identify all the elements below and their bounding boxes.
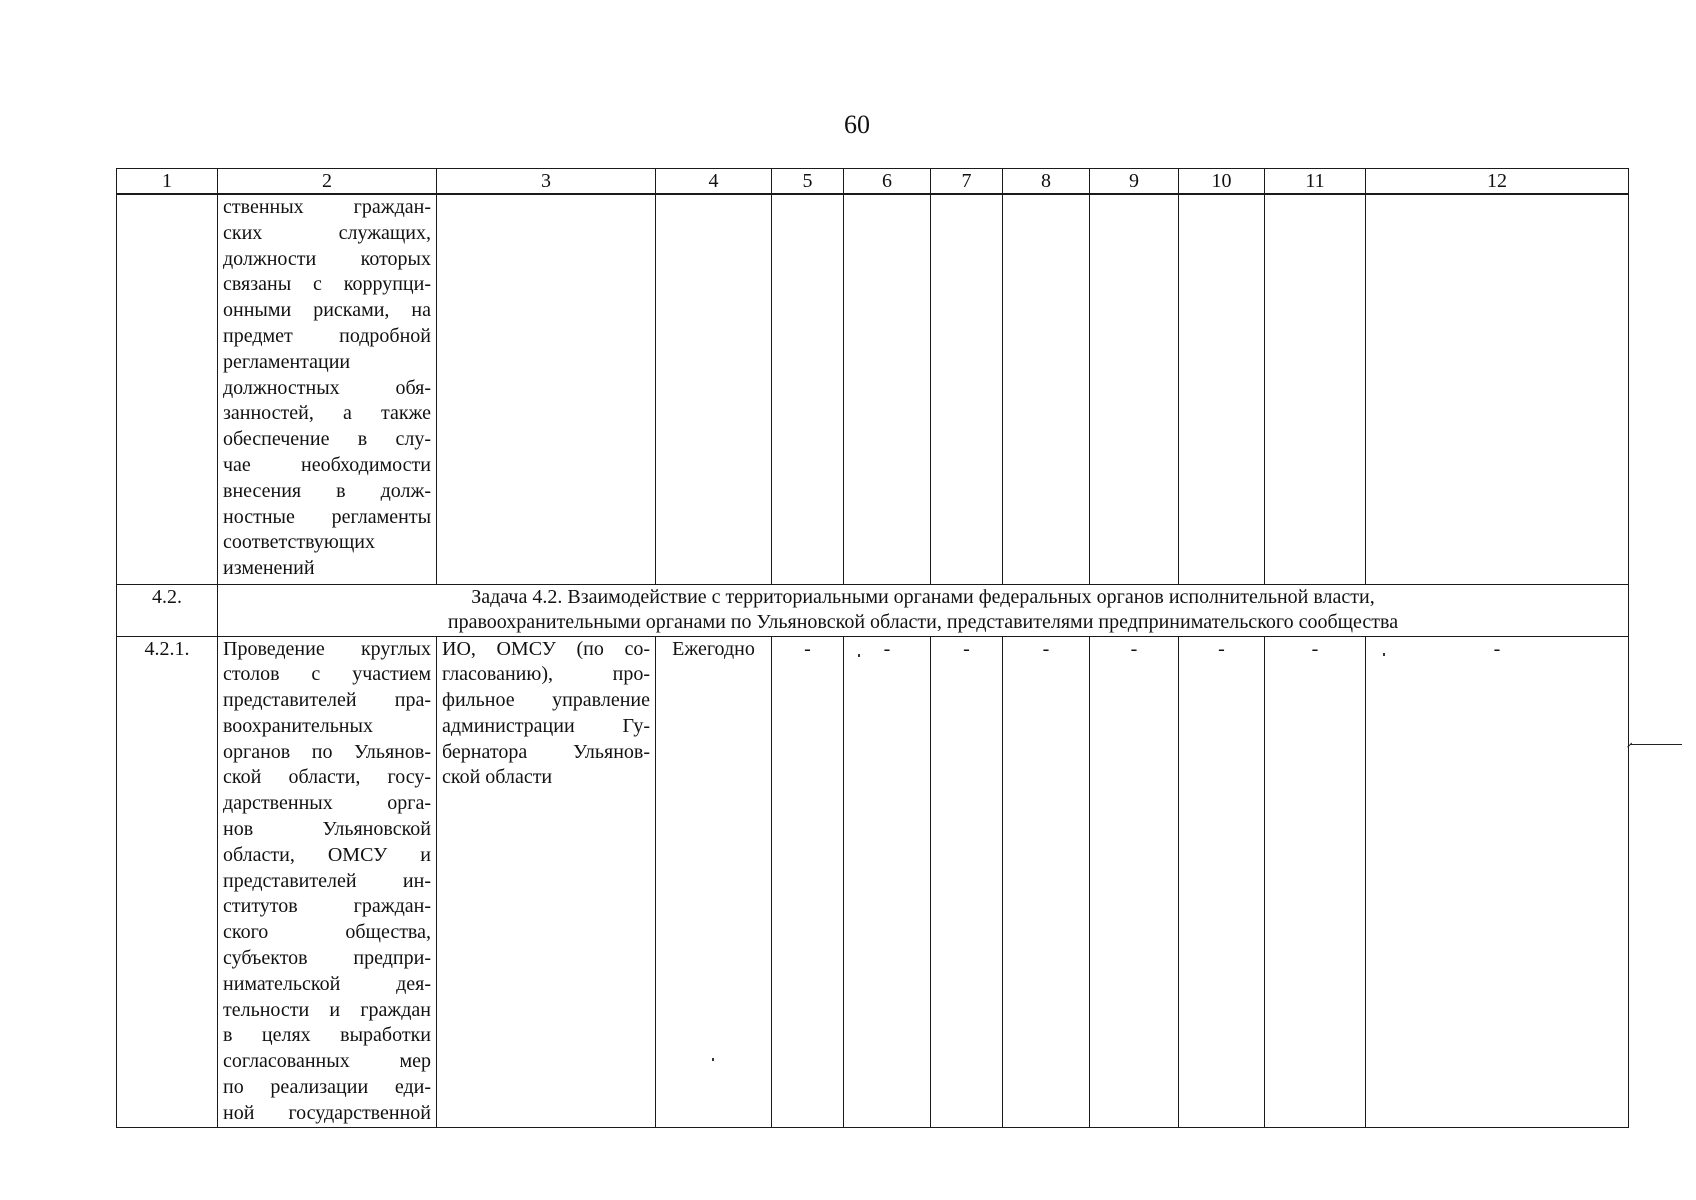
- continuation-cell-3: [437, 194, 656, 584]
- measure-row-4-2-1: [117, 636, 1629, 1127]
- scan-speck: [1383, 653, 1385, 656]
- description-line: столов с участием: [223, 663, 431, 686]
- continuation-cell-9: [1090, 194, 1179, 584]
- column-number-header-row: [117, 169, 1629, 195]
- description-line: должности которых: [223, 247, 431, 270]
- header-cell-2: 2: [218, 169, 437, 195]
- executors-line: ИО, ОМСУ (по со-: [442, 637, 650, 660]
- header-cell-5: 5: [772, 169, 844, 195]
- description-line: области, ОМСУ и: [223, 843, 431, 866]
- measure-cell-8: -: [1003, 636, 1090, 1127]
- description-line: тельности и граждан: [223, 998, 431, 1021]
- description-line: внесения в долж-: [223, 479, 431, 502]
- continuation-description-cell: [218, 194, 437, 584]
- description-line: воохранительных: [223, 714, 373, 737]
- executors-line: гласованию), про-: [442, 663, 650, 686]
- description-line: предмет подробной: [223, 324, 431, 347]
- scan-speck: [858, 654, 860, 657]
- margin-line-mark: [1630, 744, 1682, 745]
- measure-term-cell: Ежегодно: [656, 636, 772, 1127]
- measure-cell-9: -: [1090, 636, 1179, 1127]
- description-line: регламентации: [223, 350, 351, 373]
- header-cell-7: 7: [931, 169, 1003, 195]
- header-cell-8: 8: [1003, 169, 1090, 195]
- executors-line: администрации Гу-: [442, 714, 650, 737]
- page-number: 60: [844, 110, 870, 139]
- description-line: в целях выработки: [223, 1024, 431, 1047]
- description-line: представителей ин-: [223, 869, 431, 892]
- description-line: представителей пра-: [223, 689, 431, 712]
- header-cell-9: 9: [1090, 169, 1179, 195]
- description-line: согласованных мер: [223, 1050, 431, 1073]
- description-line: чае необходимости: [223, 453, 431, 476]
- description-line: связаны с коррупци-: [223, 273, 431, 296]
- task-title-line-1: Задача 4.2. Взаимодействие с территориальными органами федеральных органов исполнительной власти,: [471, 585, 1375, 608]
- continuation-cell-11: [1265, 194, 1366, 584]
- measure-number: 4.2.1.: [117, 636, 218, 1127]
- description-line: ной государственной: [223, 1101, 431, 1124]
- description-line: изменений: [223, 557, 315, 580]
- header-cell-6: 6: [844, 169, 931, 195]
- description-line: субъектов предпри-: [223, 947, 431, 970]
- measure-executors-cell: [437, 636, 656, 1127]
- measure-cell-11: -: [1265, 636, 1366, 1127]
- description-line: ской области, госу-: [223, 766, 431, 789]
- description-line: по реализации еди-: [223, 1076, 431, 1099]
- measure-cell-7: -: [931, 636, 1003, 1127]
- continuation-cell-7: [931, 194, 1003, 584]
- description-line: должностных обя-: [223, 376, 431, 399]
- task-row: [117, 584, 1629, 636]
- description-line: нимательской дея-: [223, 972, 431, 995]
- continuation-cell-12: [1366, 194, 1629, 584]
- continuation-cell-5: [772, 194, 844, 584]
- measure-cell-12: -: [1366, 636, 1629, 1127]
- description-line: ских служащих,: [223, 221, 431, 244]
- scan-speck: [712, 1058, 714, 1061]
- description-line: соответствующих: [223, 531, 375, 554]
- continuation-cell-4: [656, 194, 772, 584]
- continuation-row: [117, 194, 1629, 584]
- measure-cell-5: -: [772, 636, 844, 1127]
- description-line: органов по Ульянов-: [223, 740, 431, 763]
- description-line: ственных граждан-: [223, 196, 431, 218]
- header-cell-4: 4: [656, 169, 772, 195]
- task-number: 4.2.: [117, 584, 218, 636]
- continuation-cell-6: [844, 194, 931, 584]
- measure-cell-10: -: [1179, 636, 1265, 1127]
- header-cell-10: 10: [1179, 169, 1265, 195]
- description-line: обеспечение в слу-: [223, 428, 431, 451]
- description-line: онными рисками, на: [223, 299, 431, 322]
- description-line: ского общества,: [223, 921, 431, 944]
- executors-line: фильное управление: [442, 689, 650, 712]
- task-title-line-2: правоохранительными органами по Ульяновской области, представителями предпринимательского сообщества: [447, 611, 1399, 633]
- measures-table: [116, 168, 1629, 1128]
- header-cell-12: 12: [1366, 169, 1629, 195]
- description-line: Проведение круглых: [223, 637, 431, 660]
- description-line: ститутов граждан-: [223, 895, 431, 918]
- continuation-number-cell: [117, 194, 218, 584]
- header-cell-3: 3: [437, 169, 656, 195]
- description-line: нов Ульяновской: [223, 818, 431, 841]
- description-line: ностные регламенты: [223, 505, 431, 528]
- task-title: [218, 584, 1629, 636]
- executors-line: бернатора Ульянов-: [442, 740, 650, 763]
- header-cell-1: 1: [117, 169, 218, 195]
- measure-description-cell: [218, 636, 437, 1127]
- measure-cell-6: -: [844, 636, 931, 1127]
- description-line: дарственных орга-: [223, 792, 431, 815]
- continuation-cell-8: [1003, 194, 1090, 584]
- description-line: занностей, а также: [223, 402, 431, 425]
- continuation-cell-10: [1179, 194, 1265, 584]
- executors-line: ской области: [442, 766, 553, 789]
- header-cell-11: 11: [1265, 169, 1366, 195]
